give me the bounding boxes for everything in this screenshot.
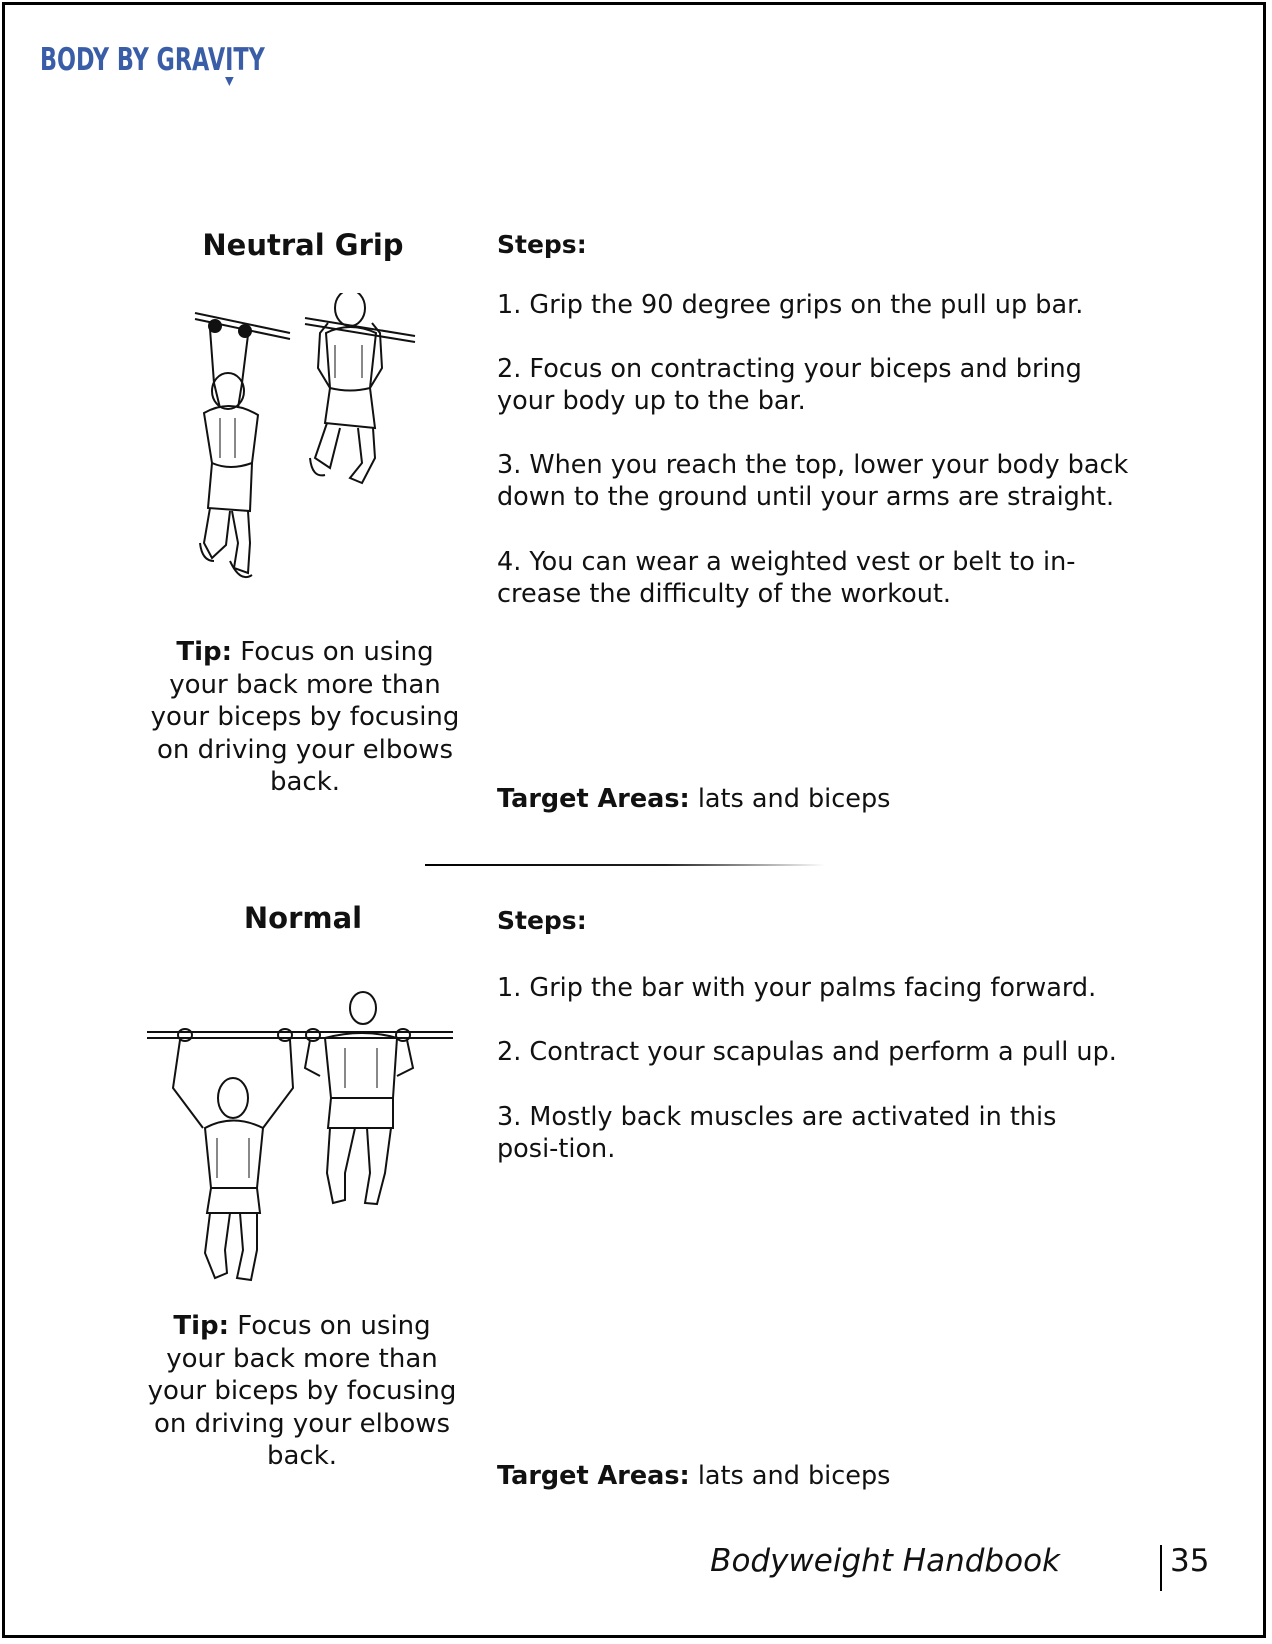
exercise-title-neutral-grip: Neutral Grip xyxy=(202,228,404,262)
step-item: 2. Focus on contracting your biceps and bring your body up to the bar. xyxy=(497,354,1082,416)
neutral-grip-illustration xyxy=(190,293,420,593)
brand-logo: BODY BY GRAVITY xyxy=(40,42,265,78)
step-item: 4. You can wear a weighted vest or belt to in-crease the difficulty of the workout. xyxy=(497,547,1076,609)
step-item: 3. Mostly back muscles are activated in this posi-tion. xyxy=(497,1102,1057,1164)
exercise-title-normal: Normal xyxy=(243,901,363,935)
normal-grip-illustration xyxy=(145,988,455,1288)
target-areas-neutral: Target Areas: lats and biceps xyxy=(497,784,891,814)
steps-heading-normal: Steps: xyxy=(497,906,587,935)
step-item: 1. Grip the 90 degree grips on the pull up bar. xyxy=(497,290,1084,320)
target-areas-normal: Target Areas: lats and biceps xyxy=(497,1461,891,1491)
page-number: 35 xyxy=(1170,1543,1210,1579)
tip-normal: Tip: Focus on using your back more than your biceps by focusing on driving your elbows back. xyxy=(147,1311,457,1471)
tip-neutral: Tip: Focus on using your back more than your biceps by focusing on driving your elbows back. xyxy=(150,637,460,797)
footer-separator xyxy=(1160,1545,1162,1591)
step-item: 1. Grip the bar with your palms facing forward. xyxy=(497,973,1097,1003)
step-item: 3. When you reach the top, lower your body back down to the ground until your arms are straight. xyxy=(497,450,1129,512)
section-divider xyxy=(425,864,825,866)
footer-book-title: Bodyweight Handbook xyxy=(710,1543,1060,1579)
step-item: 2. Contract your scapulas and perform a pull up. xyxy=(497,1037,1117,1067)
gravity-arrow-icon: I xyxy=(225,42,234,78)
steps-heading-neutral: Steps: xyxy=(497,230,587,259)
page-footer xyxy=(700,1543,1210,1599)
